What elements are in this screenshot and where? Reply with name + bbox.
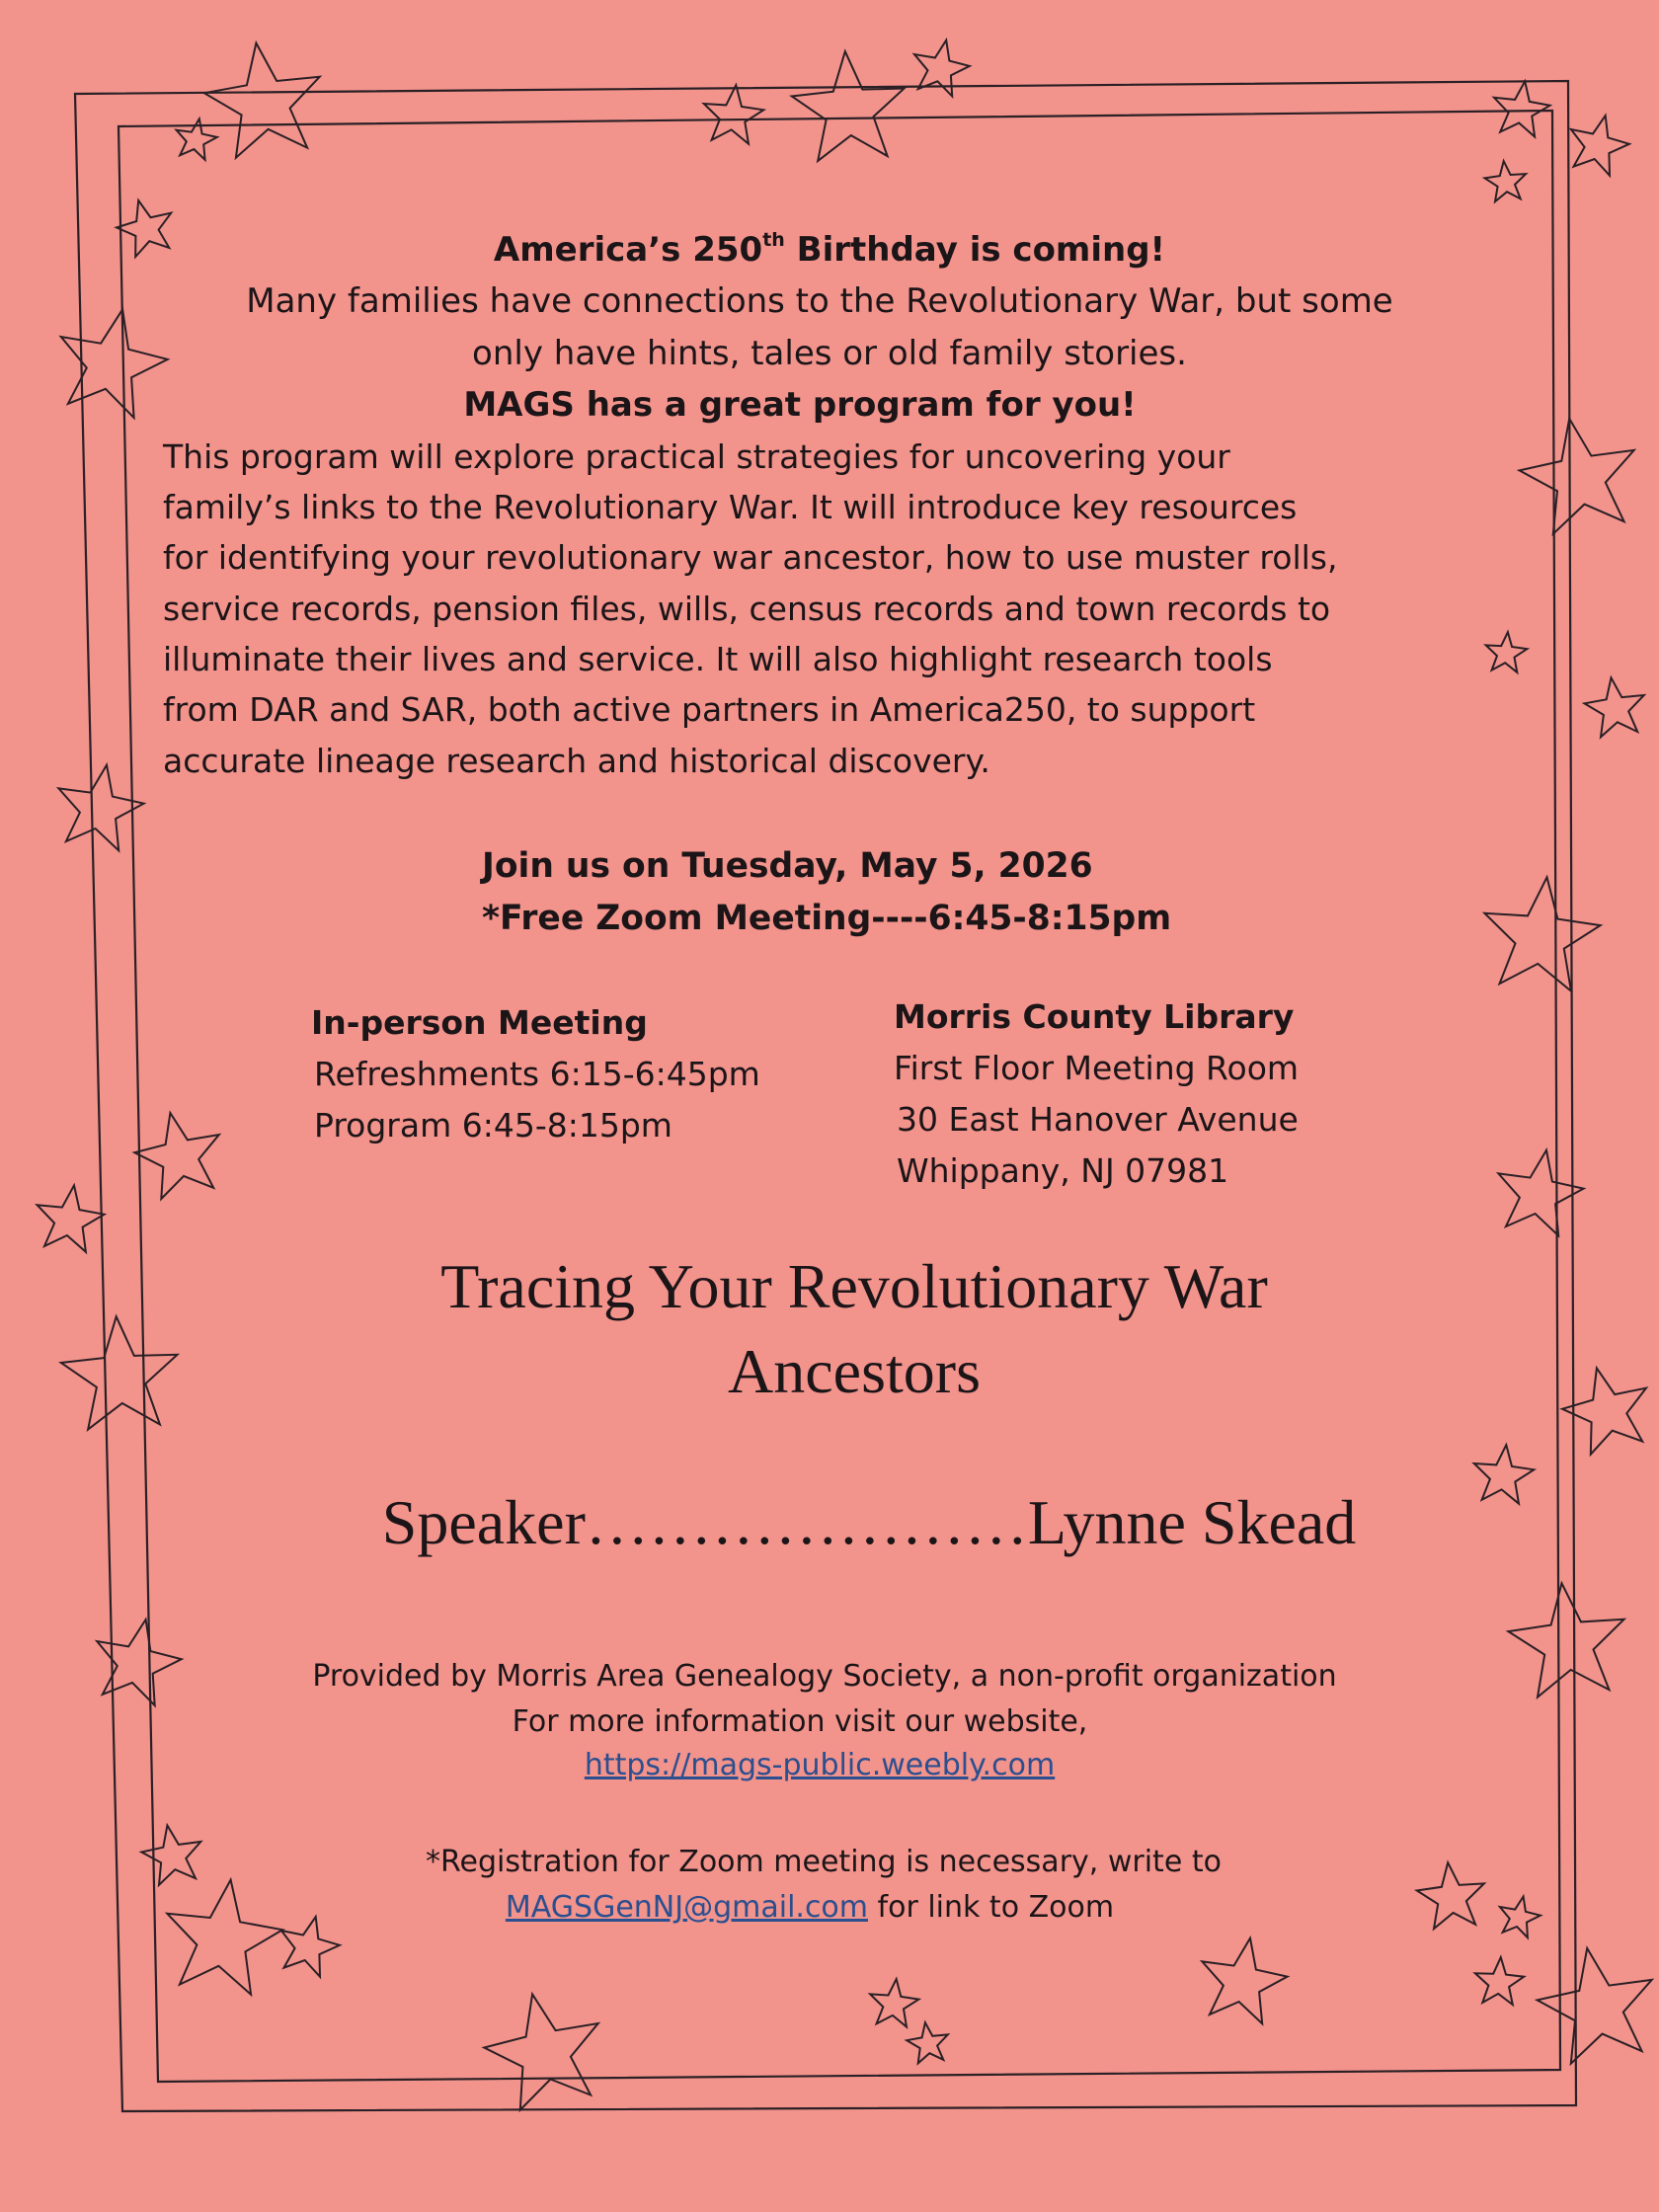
- star-outline-icon: [134, 1113, 219, 1199]
- intro-line-2: only have hints, tales or old family stories.: [472, 334, 1187, 373]
- email-line: [0, 1890, 1639, 1925]
- speaker-line: Speaker…………………Lynne Skead: [381, 1487, 1357, 1557]
- email-suffix: for link to Zoom: [868, 1890, 1115, 1925]
- registration-note: *Registration for Zoom meeting is necessary, write to: [426, 1845, 1222, 1879]
- provided-by: Provided by Morris Area Genealogy Society, a non-profit organization: [312, 1659, 1337, 1694]
- star-outline-icon: [1485, 161, 1527, 201]
- description-line: This program will explore practical strategies for uncovering your: [163, 437, 1230, 476]
- star-outline-icon: [704, 85, 764, 144]
- star-outline-icon: [281, 1917, 340, 1977]
- description-line: service records, pension files, wills, census records and town records to: [163, 590, 1331, 628]
- street-address: 30 East Hanover Avenue: [897, 1100, 1299, 1139]
- star-outline-icon: [1498, 1150, 1583, 1236]
- program-title-line-1: Tracing Your Revolutionary War: [440, 1251, 1268, 1321]
- star-outline-icon: [870, 1979, 918, 2026]
- website-link[interactable]: https://mags-public.weebly.com: [584, 1748, 1056, 1782]
- star-outline-icon: [1202, 1938, 1287, 2024]
- program-title-line-2: Ancestors: [728, 1336, 981, 1406]
- city-state-zip: Whippany, NJ 07981: [897, 1151, 1229, 1190]
- star-outline-icon: [1520, 419, 1634, 534]
- header-title: America’s 250th Birthday is coming!: [493, 229, 1166, 270]
- star-outline-icon: [907, 2022, 948, 2063]
- star-outline-icon: [1585, 677, 1644, 737]
- in-person-heading: In-person Meeting: [311, 1003, 648, 1042]
- star-outline-icon: [792, 51, 905, 161]
- star-outline-icon: [484, 1994, 597, 2109]
- intro-line-1: Many families have connections to the Revolutionary War, but some: [246, 281, 1393, 321]
- program-time: Program 6:45-8:15pm: [314, 1106, 672, 1145]
- meeting-room: First Floor Meeting Room: [894, 1049, 1300, 1087]
- star-outline-icon: [1494, 81, 1550, 136]
- description-line: family’s links to the Revolutionary War. It will introduce key resources: [163, 488, 1298, 526]
- star-outline-icon: [204, 43, 320, 158]
- description-line: accurate lineage research and historical discovery.: [163, 742, 990, 780]
- star-outline-icon: [1486, 632, 1528, 672]
- more-info-text: For more information visit our website,: [512, 1704, 1088, 1739]
- refreshments-time: Refreshments 6:15-6:45pm: [314, 1055, 760, 1093]
- tagline: MAGS has a great program for you!: [463, 385, 1137, 425]
- description-line: illuminate their lives and service. It will also highlight research tools: [163, 640, 1273, 678]
- event-date: Join us on Tuesday, May 5, 2026: [482, 846, 1093, 886]
- description-line: for identifying your revolutionary war ancestor, how to use muster rolls,: [163, 538, 1338, 577]
- star-outline-icon: [1538, 1948, 1652, 2064]
- zoom-meeting-time: *Free Zoom Meeting----6:45-8:15pm: [482, 899, 1172, 938]
- library-name: Morris County Library: [894, 997, 1295, 1036]
- star-outline-icon: [1484, 877, 1600, 990]
- star-outline-icon: [38, 1185, 105, 1251]
- description-line: from DAR and SAR, both active partners in America250, to support: [163, 690, 1256, 729]
- star-outline-icon: [1475, 1957, 1524, 2005]
- star-outline-icon: [914, 40, 970, 97]
- star-outline-icon: [1571, 116, 1629, 176]
- email-link[interactable]: MAGSGenNJ@gmail.com: [505, 1890, 869, 1925]
